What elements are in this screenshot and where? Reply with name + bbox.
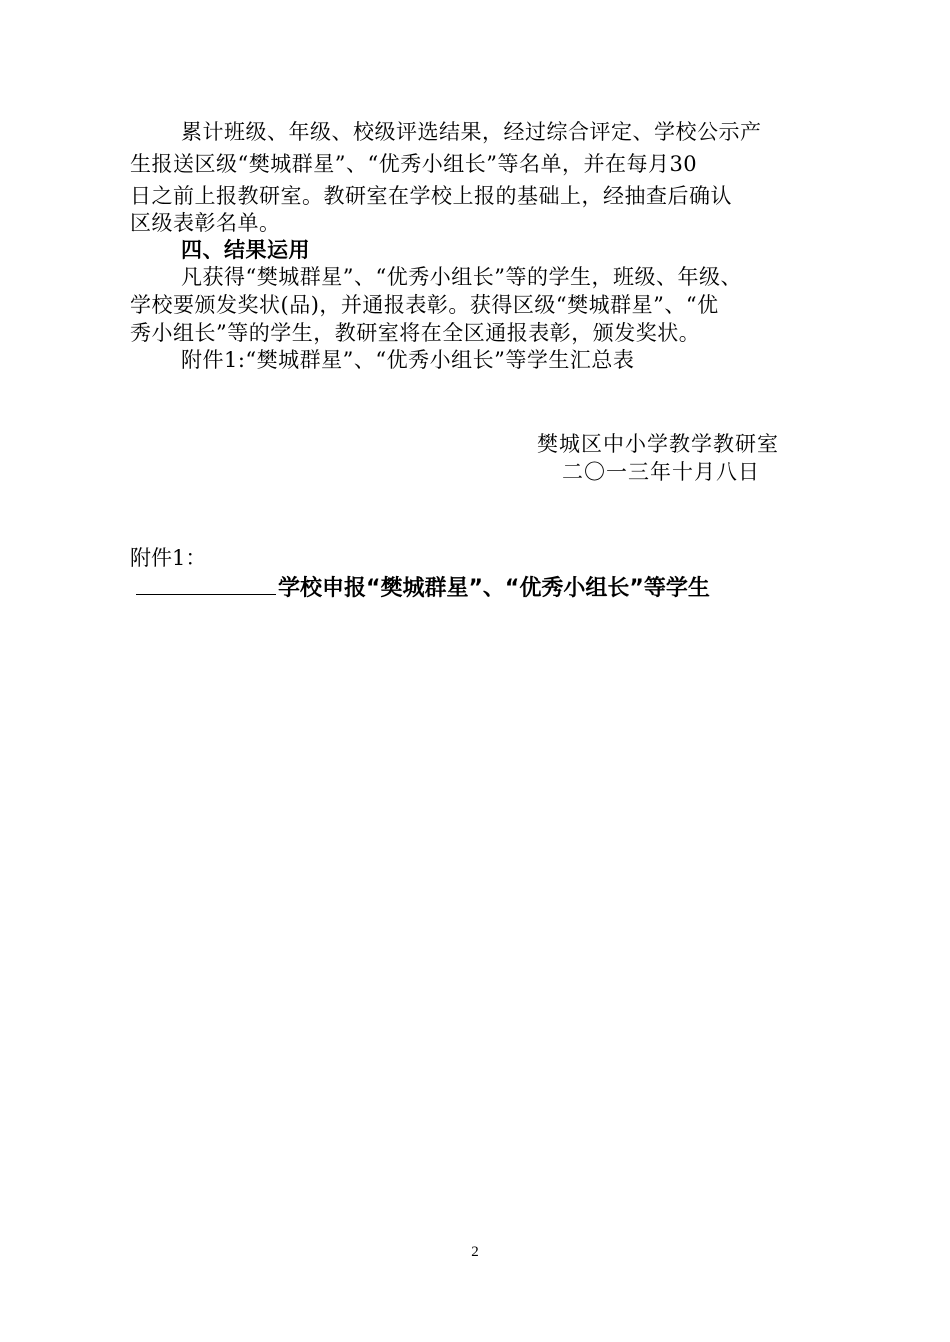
paragraph-line: 区级表彰名单。 xyxy=(130,211,281,235)
attachment-title-row xyxy=(136,572,710,605)
paragraph-line: 累计班级、年级、校级评选结果，经过综合评定、学校公示产 xyxy=(181,120,762,144)
page-number: 2 xyxy=(471,1244,479,1260)
paragraph-line: 日之前上报教研室。教研室在学校上报的基础上，经抽查后确认 xyxy=(130,184,732,208)
attachment-label: 附件1： xyxy=(130,546,207,570)
paragraph-line: 学校要颁发奖状(品)，并通报表彰。获得区级“樊城群星”、“优 xyxy=(130,293,719,317)
paragraph-line: 秀小组长”等的学生，教研室将在全区通报表彰，颁发奖状。 xyxy=(130,321,701,345)
attachment-reference: 附件1:“樊城群星”、“优秀小组长”等学生汇总表 xyxy=(181,348,635,372)
signature-organization: 樊城区中小学教学教研室 xyxy=(537,432,779,456)
school-name-blank xyxy=(136,572,276,595)
section-heading: 四、结果运用 xyxy=(181,237,310,262)
attachment-title: 学校申报“樊城群星”、“优秀小组长”等学生 xyxy=(278,576,710,601)
paragraph-line: 生报送区级“樊城群星”、“优秀小组长”等名单，并在每月30 xyxy=(130,152,698,176)
paragraph-line: 凡获得“樊城群星”、“优秀小组长”等的学生，班级、年级、 xyxy=(181,265,742,289)
signature-date: 二〇一三年十月八日 xyxy=(562,460,760,484)
